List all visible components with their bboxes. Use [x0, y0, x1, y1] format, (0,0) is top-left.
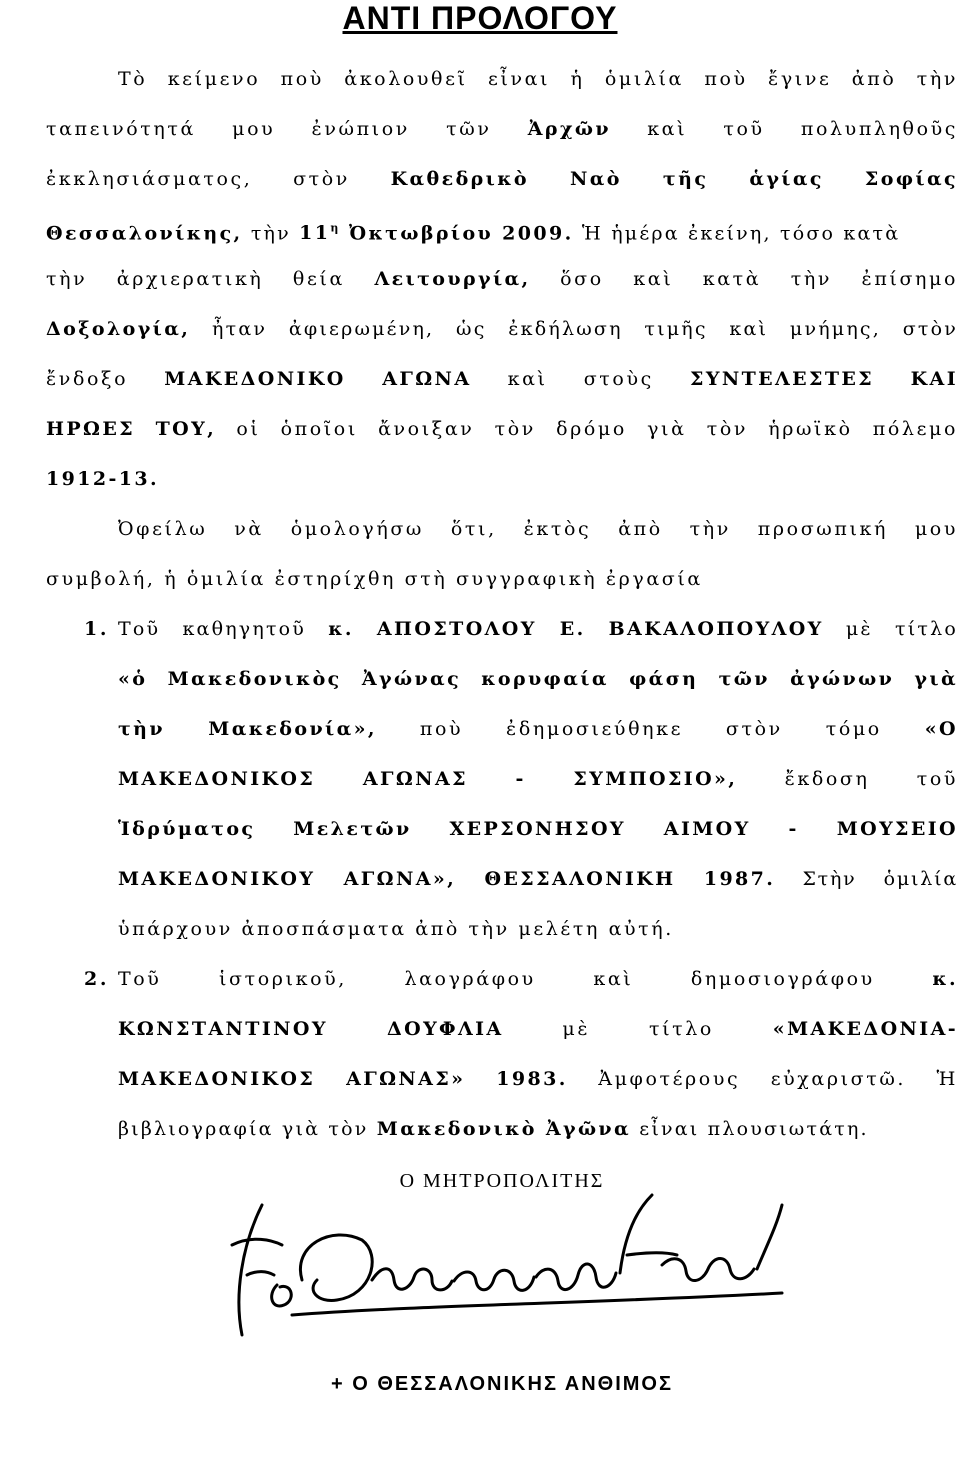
paragraph-1-line-2: ταπεινότητά μου ἐνώπιον τῶν Ἀρχῶν καὶ τοῦ πολυπληθοῦς	[46, 118, 959, 140]
paragraph-1-line-3: ἐκκλησιάσματος, στὸν Καθεδρικὸ Ναὸ τῆς ἁγίας Σοφίας	[46, 168, 958, 190]
paragraph-1-line-1: Τὸ κείμενο ποὺ ἀκολουθεῖ εἶναι ἡ ὁμιλία ποὺ ἔγινε ἀπὸ τὴν	[118, 68, 958, 90]
item-1-line-5: Ἱδρύματος Μελετῶν ΧΕΡΣΟΝΗΣΟΥ ΑΙΜΟΥ - ΜΟΥΣΕΙΟ	[118, 818, 958, 840]
item-2-number: 2.	[84, 968, 110, 990]
paragraph-1-line-9: 1912-13.	[46, 468, 160, 490]
item-1-line-1: Τοῦ καθηγητοῦ κ. ΑΠΟΣΤΟΛΟΥ Ε. ΒΑΚΑΛΟΠΟΥΛΟΥ μὲ τίτλο	[118, 618, 958, 640]
paragraph-2-line-1: Ὀφείλω νὰ ὁμολογήσω ὅτι, ἐκτὸς ἀπὸ τὴν προσωπική μου	[118, 518, 958, 540]
signatory-name: + Ο ΘΕΣΣΑΛΟΝΙΚΗΣ ΑΝΘΙΜΟΣ	[331, 1373, 673, 1395]
item-2-line-1: Τοῦ ἱστορικοῦ, λαογράφου καὶ δημοσιογράφου κ.	[118, 968, 959, 990]
item-2-line-4: βιβλιογραφία γιὰ τὸν Μακεδονικὸ Ἀγῶνα εἶναι πλουσιωτάτη.	[118, 1118, 869, 1140]
item-1-line-2: «ὁ Μακεδονικὸς Ἀγώνας κορυφαία φάση τῶν ἀγώνων γιὰ	[118, 668, 958, 690]
paragraph-1-line-4: Θεσσαλονίκης, τὴν $11^\eta$ Ὀκτωβρίου 2009. Ἡ ἡμέρα ἐκείνη, τόσο κατὰ	[46, 222, 901, 245]
paragraph-1-line-6: Δοξολογία, ἦταν ἀφιερωμένη, ὡς ἐκδήλωση τιμῆς καὶ μνήμης, στὸν	[46, 318, 958, 340]
item-2-line-3: ΜΑΚΕΔΟΝΙΚΟΣ ΑΓΩΝΑΣ» 1983. Ἀμφοτέρους εὐχαριστῶ. Ἡ	[118, 1068, 959, 1090]
paragraph-1-line-7: ἔνδοξο ΜΑΚΕΔΟΝΙΚΟ ΑΓΩΝΑ καὶ στοὺς ΣΥΝΤΕΛΕΣΤΕΣ ΚΑΙ	[46, 368, 958, 390]
signature-role: Ο ΜΗΤΡΟΠΟΛΙΤΗΣ	[399, 1170, 605, 1192]
paragraph-2-line-2: συμβολή, ἡ ὁμιλία ἐστηρίχθη στὴ συγγραφικὴ ἐργασία	[46, 568, 703, 590]
paragraph-1-line-8: ΗΡΩΕΣ ΤΟΥ, οἱ ὁποῖοι ἄνοιξαν τὸν δρόμο γιὰ τὸν ἡρωϊκὸ πόλεμο	[46, 418, 959, 440]
item-2-line-2: ΚΩΝΣΤΑΝΤΙΝΟΥ ΔΟΥΦΛΙΑ μὲ τίτλο «ΜΑΚΕΔΟΝΙΑ-	[118, 1018, 959, 1040]
page-title: ΑΝΤΙ ΠΡΟΛΟΓΟΥ	[342, 0, 618, 36]
paragraph-1-line-5: τὴν ἀρχιερατικὴ θεία Λειτουργία, ὅσο καὶ κατὰ τὴν ἐπίσημο	[46, 268, 958, 290]
item-1-number: 1.	[84, 618, 110, 640]
item-1-line-6: ΜΑΚΕΔΟΝΙΚΟΥ ΑΓΩΝΑ», ΘΕΣΣΑΛΟΝΙΚΗ 1987. Στὴν ὁμιλία	[118, 868, 959, 890]
item-1-line-7: ὑπάρχουν ἀποσπάσματα ἀπὸ τὴν μελέτη αὐτή.	[118, 918, 674, 940]
item-1-line-4: ΜΑΚΕΔΟΝΙΚΟΣ ΑΓΩΝΑΣ - ΣΥΜΠΟΣΙΟ», ἔκδοση τοῦ	[118, 768, 959, 790]
svg-text:Ο Θεσσαλονίκης Ἄνθιμος: Ο Θεσσαλονίκης Ἄνθιμος	[507, 1340, 521, 1341]
handwritten-signature	[222, 1185, 792, 1345]
item-1-line-3: τὴν Μακεδονία», ποὺ ἐδημοσιεύθηκε στὸν τόμο «Ο	[118, 718, 959, 740]
